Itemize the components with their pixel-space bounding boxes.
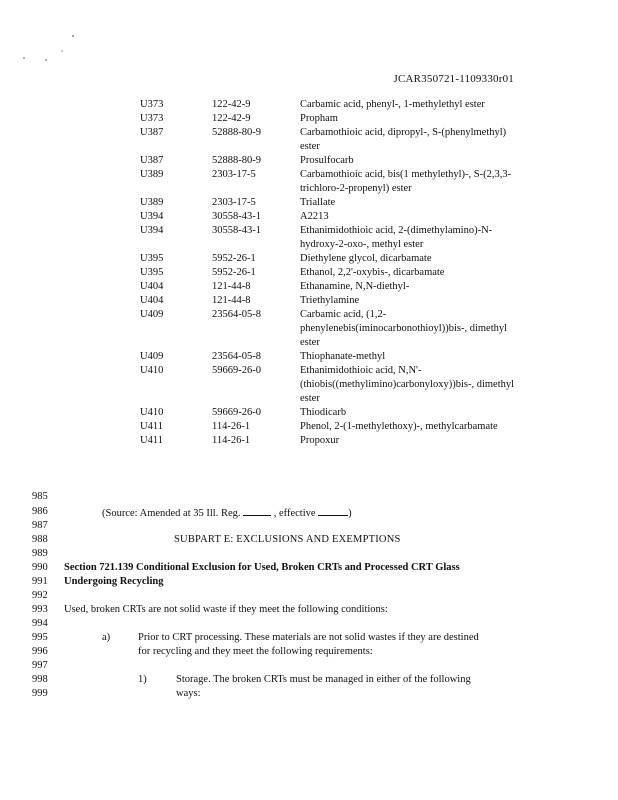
cas-number-cell: 122-42-9 xyxy=(212,113,251,124)
cas-number-cell: 30558-43-1 xyxy=(212,225,261,236)
chemical-name-cell: Triallate xyxy=(300,197,336,208)
waste-code-cell: U394 xyxy=(140,211,164,222)
line-number: 995 xyxy=(32,632,48,643)
source-note-prefix: (Source: Amended at 35 Ill. Reg. xyxy=(102,508,241,519)
waste-code-cell: U387 xyxy=(140,127,164,138)
waste-code-cell: U394 xyxy=(140,225,164,236)
chemical-name-cell: Carbamothioic acid, bis(1 methylethyl)-, S-(2,3,3-trichloro-2-propenyl) ester xyxy=(300,169,512,194)
chemical-name-cell: A2213 xyxy=(300,211,329,222)
waste-code-cell: U409 xyxy=(140,309,164,320)
item-1-label: 1) xyxy=(138,674,147,685)
line-number: 988 xyxy=(32,534,48,545)
cas-number-cell: 30558-43-1 xyxy=(212,211,261,222)
chemical-name-cell: Propham xyxy=(300,113,338,124)
waste-code-cell: U373 xyxy=(140,113,164,124)
chemical-name-cell: Diethylene glycol, dicarbamate xyxy=(300,253,432,264)
table-row xyxy=(140,350,520,364)
waste-code-cell: U411 xyxy=(140,421,163,432)
line-number: 985 xyxy=(32,491,48,502)
item-a-line2: for recycling and they meet the following requirements: xyxy=(138,646,373,657)
document-id: JCAR350721-1109330r01 xyxy=(393,73,514,85)
source-note-suffix: ) xyxy=(348,508,352,519)
line-number: 989 xyxy=(32,548,48,559)
chemical-name-cell: Ethanimidothioic acid, N,N'-(thiobis((methylimino)carbonyloxy))bis-, dimethyl ester xyxy=(300,365,515,404)
table-row xyxy=(140,210,520,224)
cas-number-cell: 121-44-8 xyxy=(212,281,251,292)
line-number: 986 xyxy=(32,506,48,517)
waste-code-cell: U404 xyxy=(140,295,164,306)
waste-code-cell: U389 xyxy=(140,197,164,208)
cas-number-cell: 23564-05-8 xyxy=(212,309,261,320)
chemical-name-cell: Triethylamine xyxy=(300,295,360,306)
line-number: 987 xyxy=(32,520,48,531)
line-number: 990 xyxy=(32,562,48,573)
line-number: 996 xyxy=(32,646,48,657)
item-a-label: a) xyxy=(102,632,111,643)
item-1-line1: Storage. The broken CRTs must be managed in either of the following xyxy=(176,674,471,685)
waste-code-cell: U387 xyxy=(140,155,164,166)
table-row xyxy=(140,266,520,280)
line-number: 991 xyxy=(32,576,48,587)
cas-number-cell: 114-26-1 xyxy=(212,435,251,446)
chemical-name-cell: Ethanol, 2,2'-oxybis-, dicarbamate xyxy=(300,267,445,278)
waste-code-cell: U395 xyxy=(140,253,164,264)
cas-number-cell: 23564-05-8 xyxy=(212,351,261,362)
waste-code-cell: U411 xyxy=(140,435,163,446)
table-row xyxy=(140,406,520,420)
intro-paragraph: Used, broken CRTs are not solid waste if they meet the following conditions: xyxy=(64,604,388,615)
blank-volume-line xyxy=(243,505,271,516)
item-a-line1: Prior to CRT processing. These materials are not solid wastes if they are destined xyxy=(138,632,479,643)
cas-number-cell: 59669-26-0 xyxy=(212,365,261,376)
waste-code-cell: U373 xyxy=(140,99,164,110)
waste-code-cell: U410 xyxy=(140,365,164,376)
waste-code-cell: U389 xyxy=(140,169,164,180)
chemical-name-cell: Propoxur xyxy=(300,435,340,446)
table-row xyxy=(140,168,520,196)
table-row xyxy=(140,252,520,266)
chemical-name-cell: Ethanamine, N,N-diethyl- xyxy=(300,281,410,292)
section-heading-line2: Undergoing Recycling xyxy=(64,576,164,587)
line-number: 994 xyxy=(32,618,48,629)
source-note xyxy=(102,505,352,521)
table-row xyxy=(140,112,520,126)
line-number: 999 xyxy=(32,688,48,699)
waste-code-cell: U409 xyxy=(140,351,164,362)
table-row xyxy=(140,154,520,168)
table-row xyxy=(140,196,520,210)
hazardous-waste-table xyxy=(140,98,520,448)
cas-number-cell: 121-44-8 xyxy=(212,295,251,306)
chemical-name-cell: Carbamic acid, phenyl-, 1-methylethyl ester xyxy=(300,99,485,110)
table-row xyxy=(140,98,520,112)
cas-number-cell: 5952-26-1 xyxy=(212,253,256,264)
cas-number-cell: 59669-26-0 xyxy=(212,407,261,418)
waste-code-cell: U404 xyxy=(140,281,164,292)
cas-number-cell: 52888-80-9 xyxy=(212,155,261,166)
blank-date-line xyxy=(318,505,348,516)
line-number: 998 xyxy=(32,674,48,685)
table-row xyxy=(140,420,520,434)
chemical-name-cell: Ethanimidothioic acid, 2-(dimethylamino)-N-hydroxy-2-oxo-, methyl ester xyxy=(300,225,493,250)
chemical-name-cell: Thiodicarb xyxy=(300,407,347,418)
chemical-name-cell: Carbamic acid, (1,2-phenylenebis(iminocarbonothioyl))bis-, dimethyl ester xyxy=(300,309,508,348)
line-number: 997 xyxy=(32,660,48,671)
waste-code-cell: U410 xyxy=(140,407,164,418)
table-row xyxy=(140,364,520,406)
chemical-name-cell: Phenol, 2-(1-methylethoxy)-, methylcarbamate xyxy=(300,421,498,432)
chemical-name-cell: Carbamothioic acid, dipropyl-, S-(phenylmethyl) ester xyxy=(300,127,507,152)
cas-number-cell: 5952-26-1 xyxy=(212,267,256,278)
table-row xyxy=(140,434,520,448)
table-row xyxy=(140,308,520,350)
cas-number-cell: 2303-17-5 xyxy=(212,197,256,208)
table-row xyxy=(140,294,520,308)
item-1-line2: ways: xyxy=(176,688,201,699)
table-row xyxy=(140,280,520,294)
chemical-name-cell: Prosulfocarb xyxy=(300,155,354,166)
scan-specks xyxy=(18,32,78,72)
waste-code-cell: U395 xyxy=(140,267,164,278)
section-heading-line1: Section 721.139 Conditional Exclusion for Used, Broken CRTs and Processed CRT Glass xyxy=(64,562,460,573)
cas-number-cell: 114-26-1 xyxy=(212,421,251,432)
table-row xyxy=(140,224,520,252)
cas-number-cell: 122-42-9 xyxy=(212,99,251,110)
cas-number-cell: 52888-80-9 xyxy=(212,127,261,138)
source-note-middle: , effective xyxy=(273,508,316,519)
line-number: 993 xyxy=(32,604,48,615)
cas-number-cell: 2303-17-5 xyxy=(212,169,256,180)
table-row xyxy=(140,126,520,154)
chemical-name-cell: Thiophanate-methyl xyxy=(300,351,386,362)
line-number: 992 xyxy=(32,590,48,601)
subpart-title: SUBPART E: EXCLUSIONS AND EXEMPTIONS xyxy=(174,534,401,545)
